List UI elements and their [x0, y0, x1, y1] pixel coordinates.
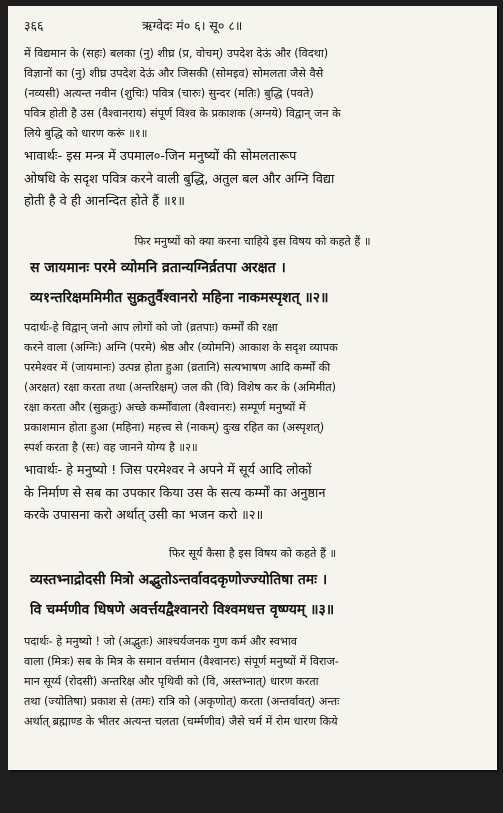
mantra-3-line-1: व्यस्तभ्नाद्रोदसी मित्रो अद्भुतोऽन्तर्वावदकृणोज्ज्योतिषा तमः । — [30, 572, 328, 588]
text-line: मान सूर्य्य (रोदसी) अन्तरिक्ष और पृथिवी को (वि, अस्तभ्नात्) धारण करता — [24, 675, 319, 688]
text-line: भावार्थः- हे मनुष्यो ! जिस परमेश्वर ने अपने में सूर्य आदि लोकों — [24, 463, 312, 478]
text-line: में विद्यमान के (सहः) बलका (नु) शीघ्र (प्र, वोचम्) उपदेश देऊं और (विदथा) — [24, 47, 329, 60]
text-line: पदार्थः- हे मनुष्यो ! जो (अद्भुतः) आश्चर्यजनक गुण कर्म और स्वभाव — [24, 635, 297, 648]
page-header — [24, 15, 479, 37]
text-line: परमेश्वर में (जायमानः) उत्पन्न होता हुआ (व्रतानि) सत्यभाषण आदि कर्म्मों की — [24, 361, 331, 374]
text-line: ओषधि के सदृश पवित्र करने वाली बुद्धि, अतुल बल और अग्नि विद्या — [24, 171, 335, 187]
bhavartha-2 — [24, 460, 485, 528]
text-line: प्रकाशमान होता हुआ (महिना) महत्त्व से (नाकम्) दुःख रहित का (अस्पृशत्) — [24, 421, 325, 434]
text-line: करके उपासना करो अर्थात् उसी का भजन करो ॥२॥ — [24, 508, 264, 523]
text-line: होती है वे ही आनन्दित होते हैं ॥१॥ — [24, 194, 185, 209]
text-line: (नव्यसी) अत्यन्त नवीन (शुचिः) पवित्र (चारुः) सुन्दर (मतिः) बुद्धि (पवते) — [24, 87, 314, 100]
section-intro-2: फिर मनुष्यों को क्या करना चाहिये इस विषय को कहते हैं ॥ — [134, 235, 371, 248]
text-line: (अरक्षत) रक्षा करता तथा (अन्तरिक्षम्) जल की (वि) विशेष कर के (अमिमीत) — [24, 381, 337, 394]
padartha-3 — [24, 632, 485, 732]
mantra-2-line-2: व्य१न्तरिक्षममिमीत सुक्रतुर्वैश्वानरो महिना नाकमस्पृशत् ॥२॥ — [30, 290, 329, 306]
text-line: करने वाला (अग्निः) अग्नि (परमे) श्रेष्ठ और (व्योमनि) आकाश के सदृश व्यापक — [24, 341, 338, 354]
mantra-3-line-2: वि चर्म्मणीव धिषणे अवर्त्तयद्वैश्वानरो विश्वमधत्त वृष्ण्यम् ॥३॥ — [30, 602, 335, 618]
text-line: वाला (मित्रः) सब के मित्र के समान वर्त्तमान (वैश्वानरः) संपूर्ण मनुष्यों में विराज- — [24, 655, 339, 668]
text-line: के निर्माण से सब का उपकार किया उस के सत्य कर्म्मों का अनुष्ठान — [24, 485, 326, 501]
book-page — [8, 6, 497, 770]
bhavartha-1 — [24, 146, 485, 214]
page-number: ३६६ — [24, 18, 44, 33]
text-line: स्पर्श करता है (सः) वह जानने योग्य है ॥२॥ — [24, 441, 198, 454]
text-line: भावार्थः- इस मन्त्र में उपमाल०-जिन मनुष्यों की सोमलतारूप — [24, 149, 297, 164]
section-intro-3: फिर सूर्य कैसा है इस विषय को कहते हैं ॥ — [168, 547, 337, 560]
mantra-2-line-1: स जायमानः परमे व्योमनि व्रतान्यग्निर्व्रतपा अरक्षत । — [30, 260, 286, 276]
text-line: पदार्थः-हे विद्वान् जनो आप लोगों को जो (व्रतपाः) कर्म्मों की रक्षा — [24, 321, 278, 334]
padartha-2 — [24, 318, 485, 458]
text-line: अर्थात् ब्रह्माण्ड के भीतर अत्यन्त चलता (चर्म्मणीव) जैसे चर्म में रोम धारण किये — [24, 715, 338, 728]
running-title: ऋग्वेदः मं० ६। सू० ८॥ — [142, 18, 243, 33]
text-line: विज्ञानों का (नु) शीघ्र उपदेश देऊं और जिसकी (सोमइव) सोमलता जैसे वैसे — [24, 67, 324, 80]
text-line: तथा (ज्योतिषा) प्रकाश से (तमः) रात्रि को (अकृणोत्) करता (अन्तर्वावत्) अन्तः — [24, 695, 340, 708]
text-line: पवित्र होती है उस (वैश्वानराय) संपूर्ण विश्व के प्रकाशक (अग्नये) विद्वान् जन के — [24, 107, 341, 120]
text-line: रक्षा करता और (सुक्रतुः) अच्छे कर्म्मोंवाला (वैश्वानरः) सम्पूर्ण मनुष्यों में — [24, 401, 306, 414]
text-line: लिये बुद्धि को धारण करूं ॥१॥ — [24, 127, 148, 140]
padartha-continued — [24, 44, 485, 144]
